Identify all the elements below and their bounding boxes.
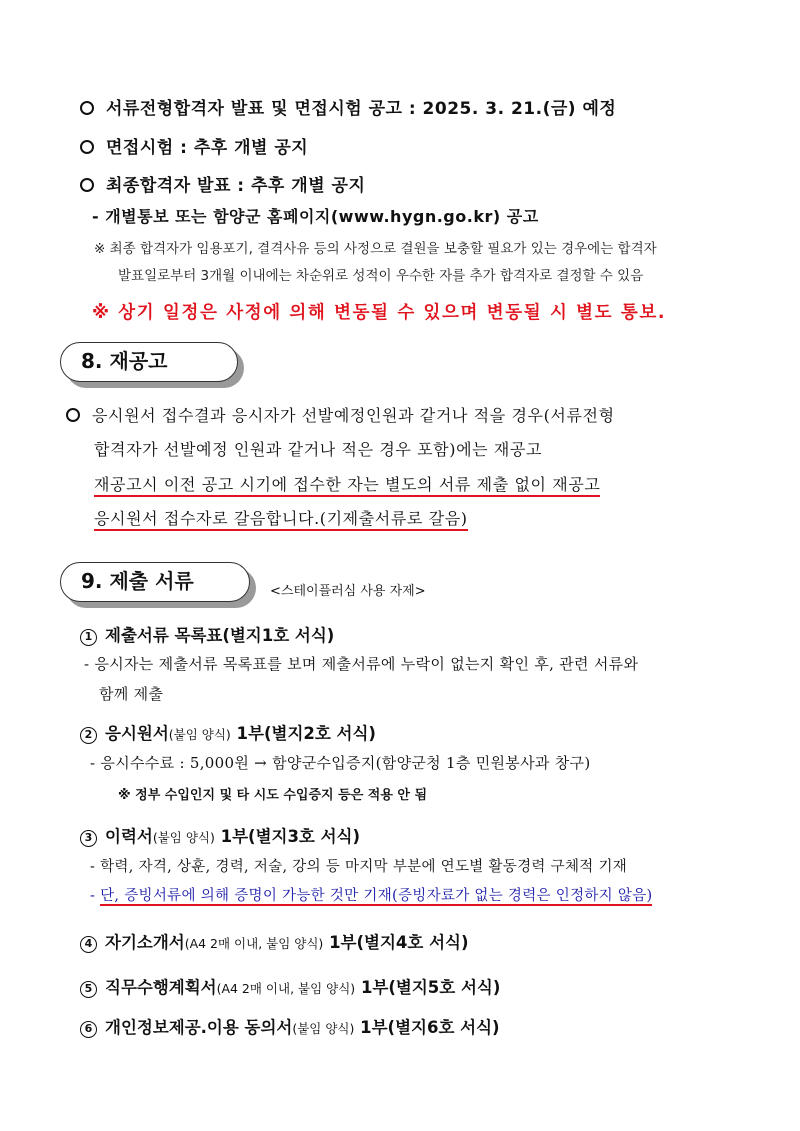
document-item-1: 1 제출서류 목록표(별지1호 서식)	[80, 622, 334, 646]
document-item-4: 4 자기소개서(A4 2매 이내, 붙임 양식) 1부(별지4호 서식)	[80, 929, 468, 953]
circled-number-6: 6	[80, 1021, 97, 1038]
circled-number-1: 1	[80, 629, 97, 646]
document-item-2: 2 응시원서(붙임 양식) 1부(별지2호 서식)	[80, 720, 376, 744]
circled-number-2: 2	[80, 727, 97, 744]
schedule-warning: ※ 상기 일정은 사정에 의해 변동될 수 있으며 변동될 시 별도 통보.	[92, 303, 667, 323]
section-8-line-4: 응시원서 접수자로 갈음합니다.(기제출서류로 갈음)	[94, 506, 468, 529]
item-3-warning: - 단, 증빙서류에 의해 증명이 가능한 것만 기재(증빙자료가 없는 경력은 인정하지 않음)	[90, 888, 653, 904]
item-1-desc-line-1: - 응시자는 제출서류 목록표를 보며 제출서류에 누락이 없는지 확인 후, 관련 서류와	[84, 655, 639, 673]
section-9-header: 9. 제출 서류	[60, 562, 250, 602]
section-8-line-3: 재공고시 이전 공고 시기에 접수한 자는 별도의 서류 제출 없이 재공고	[94, 472, 600, 495]
section-8-line-1: 응시원서 접수결과 응시자가 선발예정인원과 같거나 적을 경우(서류전형	[66, 403, 615, 426]
schedule-item-3: 최종합격자 발표 : 추후 개별 공지	[80, 171, 365, 196]
schedule-item-2: 면접시험 : 추후 개별 공지	[80, 133, 308, 158]
section-8-header: 8. 재공고	[60, 342, 238, 382]
circle-bullet-icon	[80, 178, 94, 192]
schedule-sub-item: - 개별통보 또는 함양군 홈페이지(www.hygn.go.kr) 공고	[92, 207, 539, 226]
item-2-desc: - 응시수수료 : 5,000원 → 함양군수입증지(함양군청 1층 민원봉사과 창구)	[90, 754, 591, 772]
item-2-note: ※ 정부 수입인지 및 타 시도 수입증지 등은 적용 안 됨	[118, 788, 428, 803]
circle-bullet-icon	[80, 101, 94, 115]
circled-number-5: 5	[80, 981, 97, 998]
document-item-3: 3 이력서(붙임 양식) 1부(별지3호 서식)	[80, 823, 360, 847]
schedule-item-1: 서류전형합격자 발표 및 면접시험 공고 : 2025. 3. 21.(금) 예정	[80, 94, 616, 119]
document-item-5: 5 직무수행계획서(A4 2매 이내, 붙임 양식) 1부(별지5호 서식)	[80, 974, 500, 998]
schedule-note-line-1: ※ 최종 합격자가 임용포기, 결격사유 등의 사정으로 결원을 보충할 필요가 있는 경우에는 합격자	[94, 241, 657, 257]
staple-note: <스테이플러심 사용 자제>	[270, 584, 426, 599]
circled-number-4: 4	[80, 936, 97, 953]
item-1-desc-line-2: 함께 제출	[99, 685, 164, 703]
schedule-note-line-2: 발표일로부터 3개월 이내에는 차순위로 성적이 우수한 자를 추가 합격자로 결정할 수 있음	[118, 268, 644, 284]
section-8-line-2: 합격자가 선발예정 인원과 같거나 적은 경우 포함)에는 재공고	[94, 440, 543, 459]
item-3-desc: - 학력, 자격, 상훈, 경력, 저술, 강의 등 마지막 부분에 연도별 활동경력 구체적 기재	[90, 859, 628, 875]
document-item-6: 6 개인정보제공.이용 동의서(붙임 양식) 1부(별지6호 서식)	[80, 1014, 500, 1038]
circle-bullet-icon	[80, 140, 94, 154]
circle-bullet-icon	[66, 408, 80, 422]
circled-number-3: 3	[80, 830, 97, 847]
